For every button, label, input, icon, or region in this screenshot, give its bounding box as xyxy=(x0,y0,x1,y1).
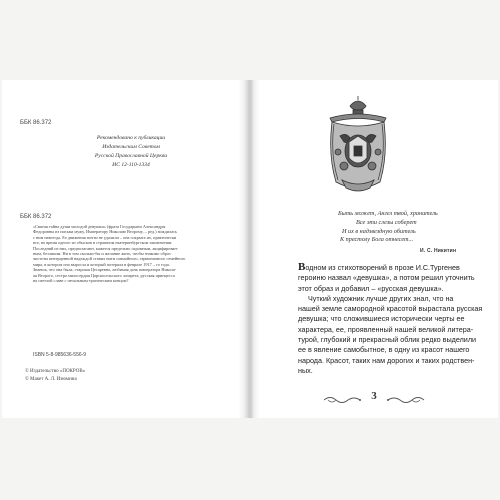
abstract-line: «Святая тайна души молодой девушки» (фраза Государыни Александры xyxy=(33,224,166,229)
body-line: девушка; что сложившиеся исторически черты ее xyxy=(298,314,465,324)
body-line: ных. xyxy=(298,365,313,375)
epigraph-line: К престолу Бога отнесет... xyxy=(340,236,414,244)
body-line: ее в явление самобытное, в одну из красот нашего xyxy=(298,345,470,355)
recommendation-line: ИС 12-110-1334 xyxy=(112,162,150,168)
abstract-line: на светлой славе с печальным трагическим концом? xyxy=(33,278,129,284)
flourish-ornament-icon xyxy=(386,394,426,406)
book-gutter xyxy=(238,80,260,418)
abstract-line: все, во время одного из обысков в страшном екатеринбургском заключении. xyxy=(33,240,173,246)
abstract-line: с ним навсегда. Ее движения почти не удалили – она сокрыта их, практически xyxy=(33,234,177,240)
epigraph-author: И. С. Никитин xyxy=(420,248,457,254)
abstract-line: чистоты интерценной надеждой ставил нити совмойного, гармоничного семейного xyxy=(33,256,186,262)
body-line: турой, глубокий и прекрасный облик редко выделили xyxy=(298,335,477,345)
recommendation-line: Русской Православной Церкви xyxy=(94,153,168,159)
body-line: нашей земле самородной красотой вырастала русская xyxy=(298,304,483,314)
epigraph-line: И их в надзвездную обитель xyxy=(342,227,416,235)
recommendation-line: Издательским Советом xyxy=(102,144,160,150)
book-abstract xyxy=(33,224,233,283)
epigraph-line: Быть может, Ангел твой, хранитель xyxy=(338,210,438,217)
body-line: Чуткий художник лучше других знал, что на xyxy=(308,293,454,303)
copyright-block xyxy=(25,368,85,383)
recommendation-line: Рекомендовано к публикации xyxy=(96,135,166,141)
epigraph xyxy=(338,210,478,245)
copyright-line: © Макет А. Л. Изюмина xyxy=(25,376,77,382)
abstract-line: Федоровны из письма мужу, Императору Николаю Второму, – ред.) зиждилась xyxy=(33,229,177,235)
drop-cap: В xyxy=(298,261,306,273)
body-line: героиню назвал «девушка», а потом решил уточнить xyxy=(298,273,475,283)
flourish-ornament-icon xyxy=(322,394,362,406)
body-line: народа. Красот, таких нам дорогих и таких родствен- xyxy=(298,355,475,365)
bbk-code-mid: ББК 86.372 xyxy=(20,214,52,220)
epigraph-line: Все эти слезы соберет xyxy=(356,218,417,226)
body-line: этот образ и добавил – «русская девушка». xyxy=(298,283,444,293)
abstract-line: Последний из них, предполагают, кажется предельно скромным, акцифирован- xyxy=(33,245,179,251)
body-line-text: одном из стихотворений в прозе И.С.Тургенев xyxy=(305,263,460,272)
abstract-line: мира, в котором она выросла и который потеряла в феврале 1917 – го года. xyxy=(33,261,170,267)
abstract-line: ным, безликим. Ни в том сколько-бы и желание жить, чтобы знакомо образ xyxy=(33,251,171,257)
copyright-line: © Издательство «ПОКРОВ» xyxy=(25,369,86,374)
bbk-code-top: ББК 86.372 xyxy=(20,120,52,126)
abstract-line: ая Второго, сестра милосердия Царскосельского лазарета, русская принцесса xyxy=(33,272,175,278)
imperial-coat-of-arms-icon xyxy=(320,96,396,196)
page-number: 3 xyxy=(371,390,377,402)
publication-recommendation xyxy=(56,134,206,170)
body-text xyxy=(298,262,493,376)
page-footer xyxy=(322,392,426,408)
body-line xyxy=(298,262,493,273)
body-line: характера, ее, проявленный нашей великой литера- xyxy=(298,324,474,334)
abstract-line: Знаешь, что она была, старшая Цесаревна, любимая дочь императора Никола- xyxy=(33,267,177,273)
isbn: ISBN 5-8-985636-556-9 xyxy=(33,352,87,358)
